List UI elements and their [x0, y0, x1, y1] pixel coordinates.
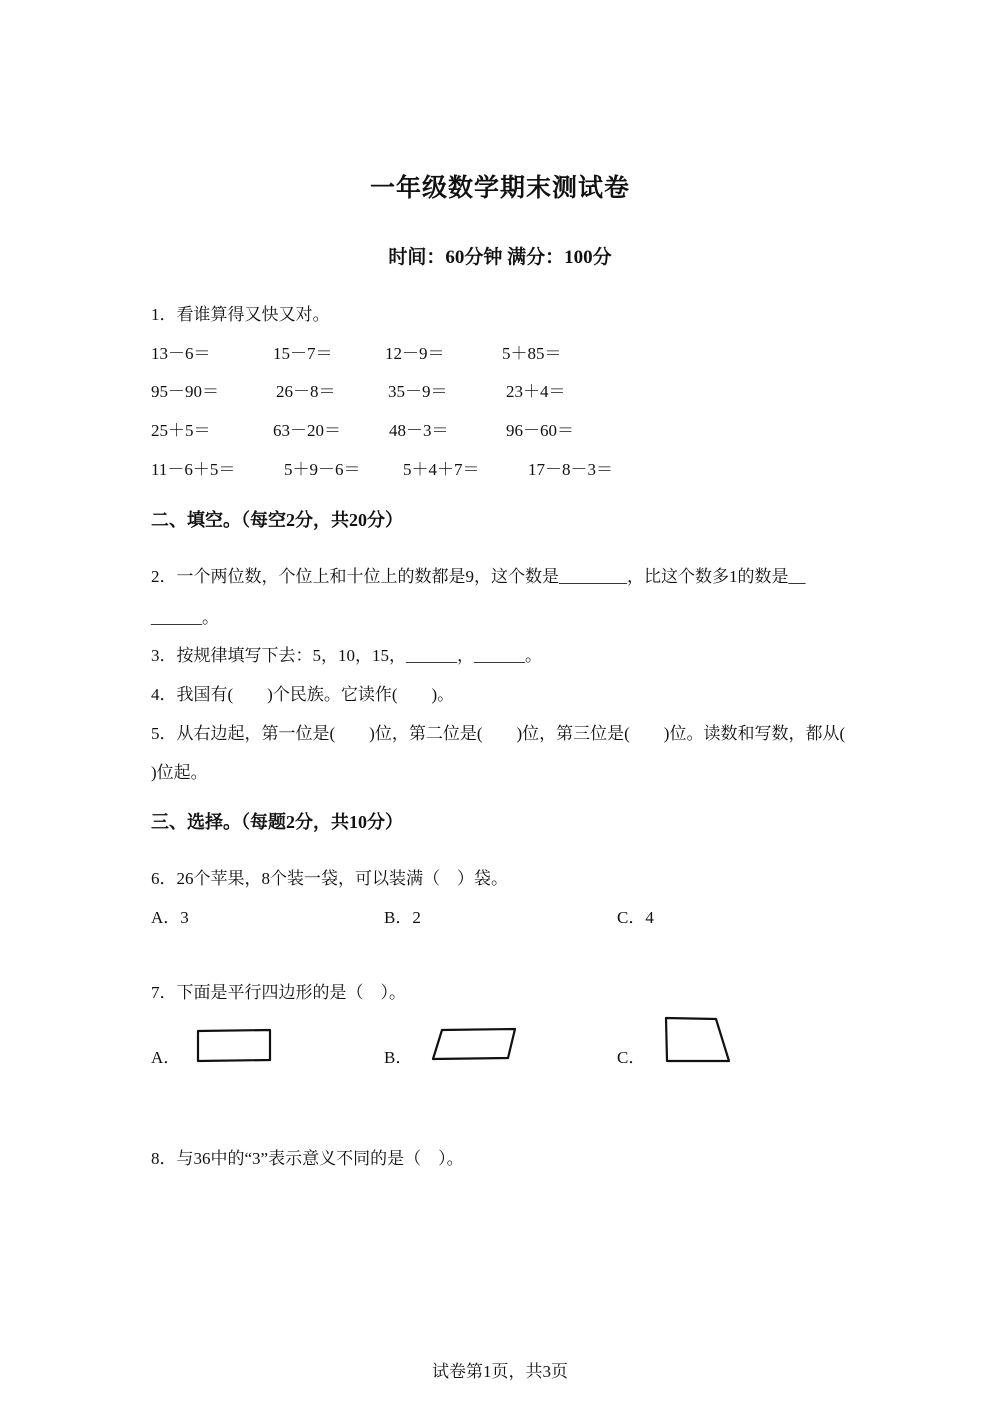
page-title: 一年级数学期末测试卷 [369, 175, 630, 202]
exam-subtitle: 时间：60分钟 满分：100分 [388, 247, 612, 268]
page-footer: 试卷第1页，共3页 [432, 1362, 568, 1381]
parallelogram-figure [428, 1025, 520, 1065]
calc-item: 23＋4＝ [506, 382, 566, 401]
question-4-text: 4．我国有( )个民族。它读作( )。 [151, 685, 455, 704]
option-a: A．3 [151, 908, 189, 927]
calc-item: 63－20＝ [273, 421, 341, 440]
calc-item: 35－9＝ [388, 382, 448, 401]
calc-item: 13－6＝ [151, 344, 211, 363]
question-8-text: 8．与36中的“3”表示意义不同的是（ ）。 [151, 1149, 464, 1168]
question-6-text: 6．26个苹果，8个装一袋，可以装满（ ）袋。 [151, 869, 508, 888]
question-2-text: 2．一个两位数，个位上和十位上的数都是9，这个数是________，比这个数多1的数是__ [151, 567, 806, 586]
option-c: C． [617, 1048, 646, 1067]
calc-item: 17－8－3＝ [528, 460, 613, 479]
calc-item: 95－90＝ [151, 382, 219, 401]
calc-item: 96－60＝ [506, 421, 574, 440]
option-a: A． [151, 1048, 181, 1067]
option-b: B．2 [384, 908, 421, 927]
calc-item: 5＋85＝ [502, 344, 562, 363]
question-1-prompt: 1．看谁算得又快又对。 [151, 305, 330, 324]
trapezoid-figure [661, 1014, 735, 1066]
calc-item: 26－8＝ [276, 382, 336, 401]
calc-item: 15－7＝ [273, 344, 333, 363]
section-3-heading: 三、选择。（每题2分，共10分） [151, 812, 403, 832]
calc-item: 5＋9－6＝ [284, 460, 361, 479]
option-b: B． [384, 1048, 413, 1067]
question-2-text-continued: ______。 [151, 608, 219, 627]
calc-item: 5＋4＋7＝ [403, 460, 480, 479]
question-7-text: 7．下面是平行四边形的是（ ）。 [151, 983, 406, 1002]
calc-item: 11－6＋5＝ [151, 460, 236, 479]
option-c: C．4 [617, 908, 654, 927]
question-3-text: 3．按规律填写下去：5，10，15，______，______。 [151, 646, 542, 665]
section-2-heading: 二、填空。（每空2分，共20分） [151, 510, 403, 530]
question-5-text-continued: )位起。 [151, 763, 208, 782]
calc-item: 12－9＝ [385, 344, 445, 363]
question-5-text: 5．从右边起，第一位是( )位，第二位是( )位，第三位是( )位。读数和写数，都从( [151, 724, 846, 743]
calc-item: 48－3＝ [389, 421, 449, 440]
calc-item: 25＋5＝ [151, 421, 211, 440]
rectangle-figure [194, 1026, 274, 1066]
